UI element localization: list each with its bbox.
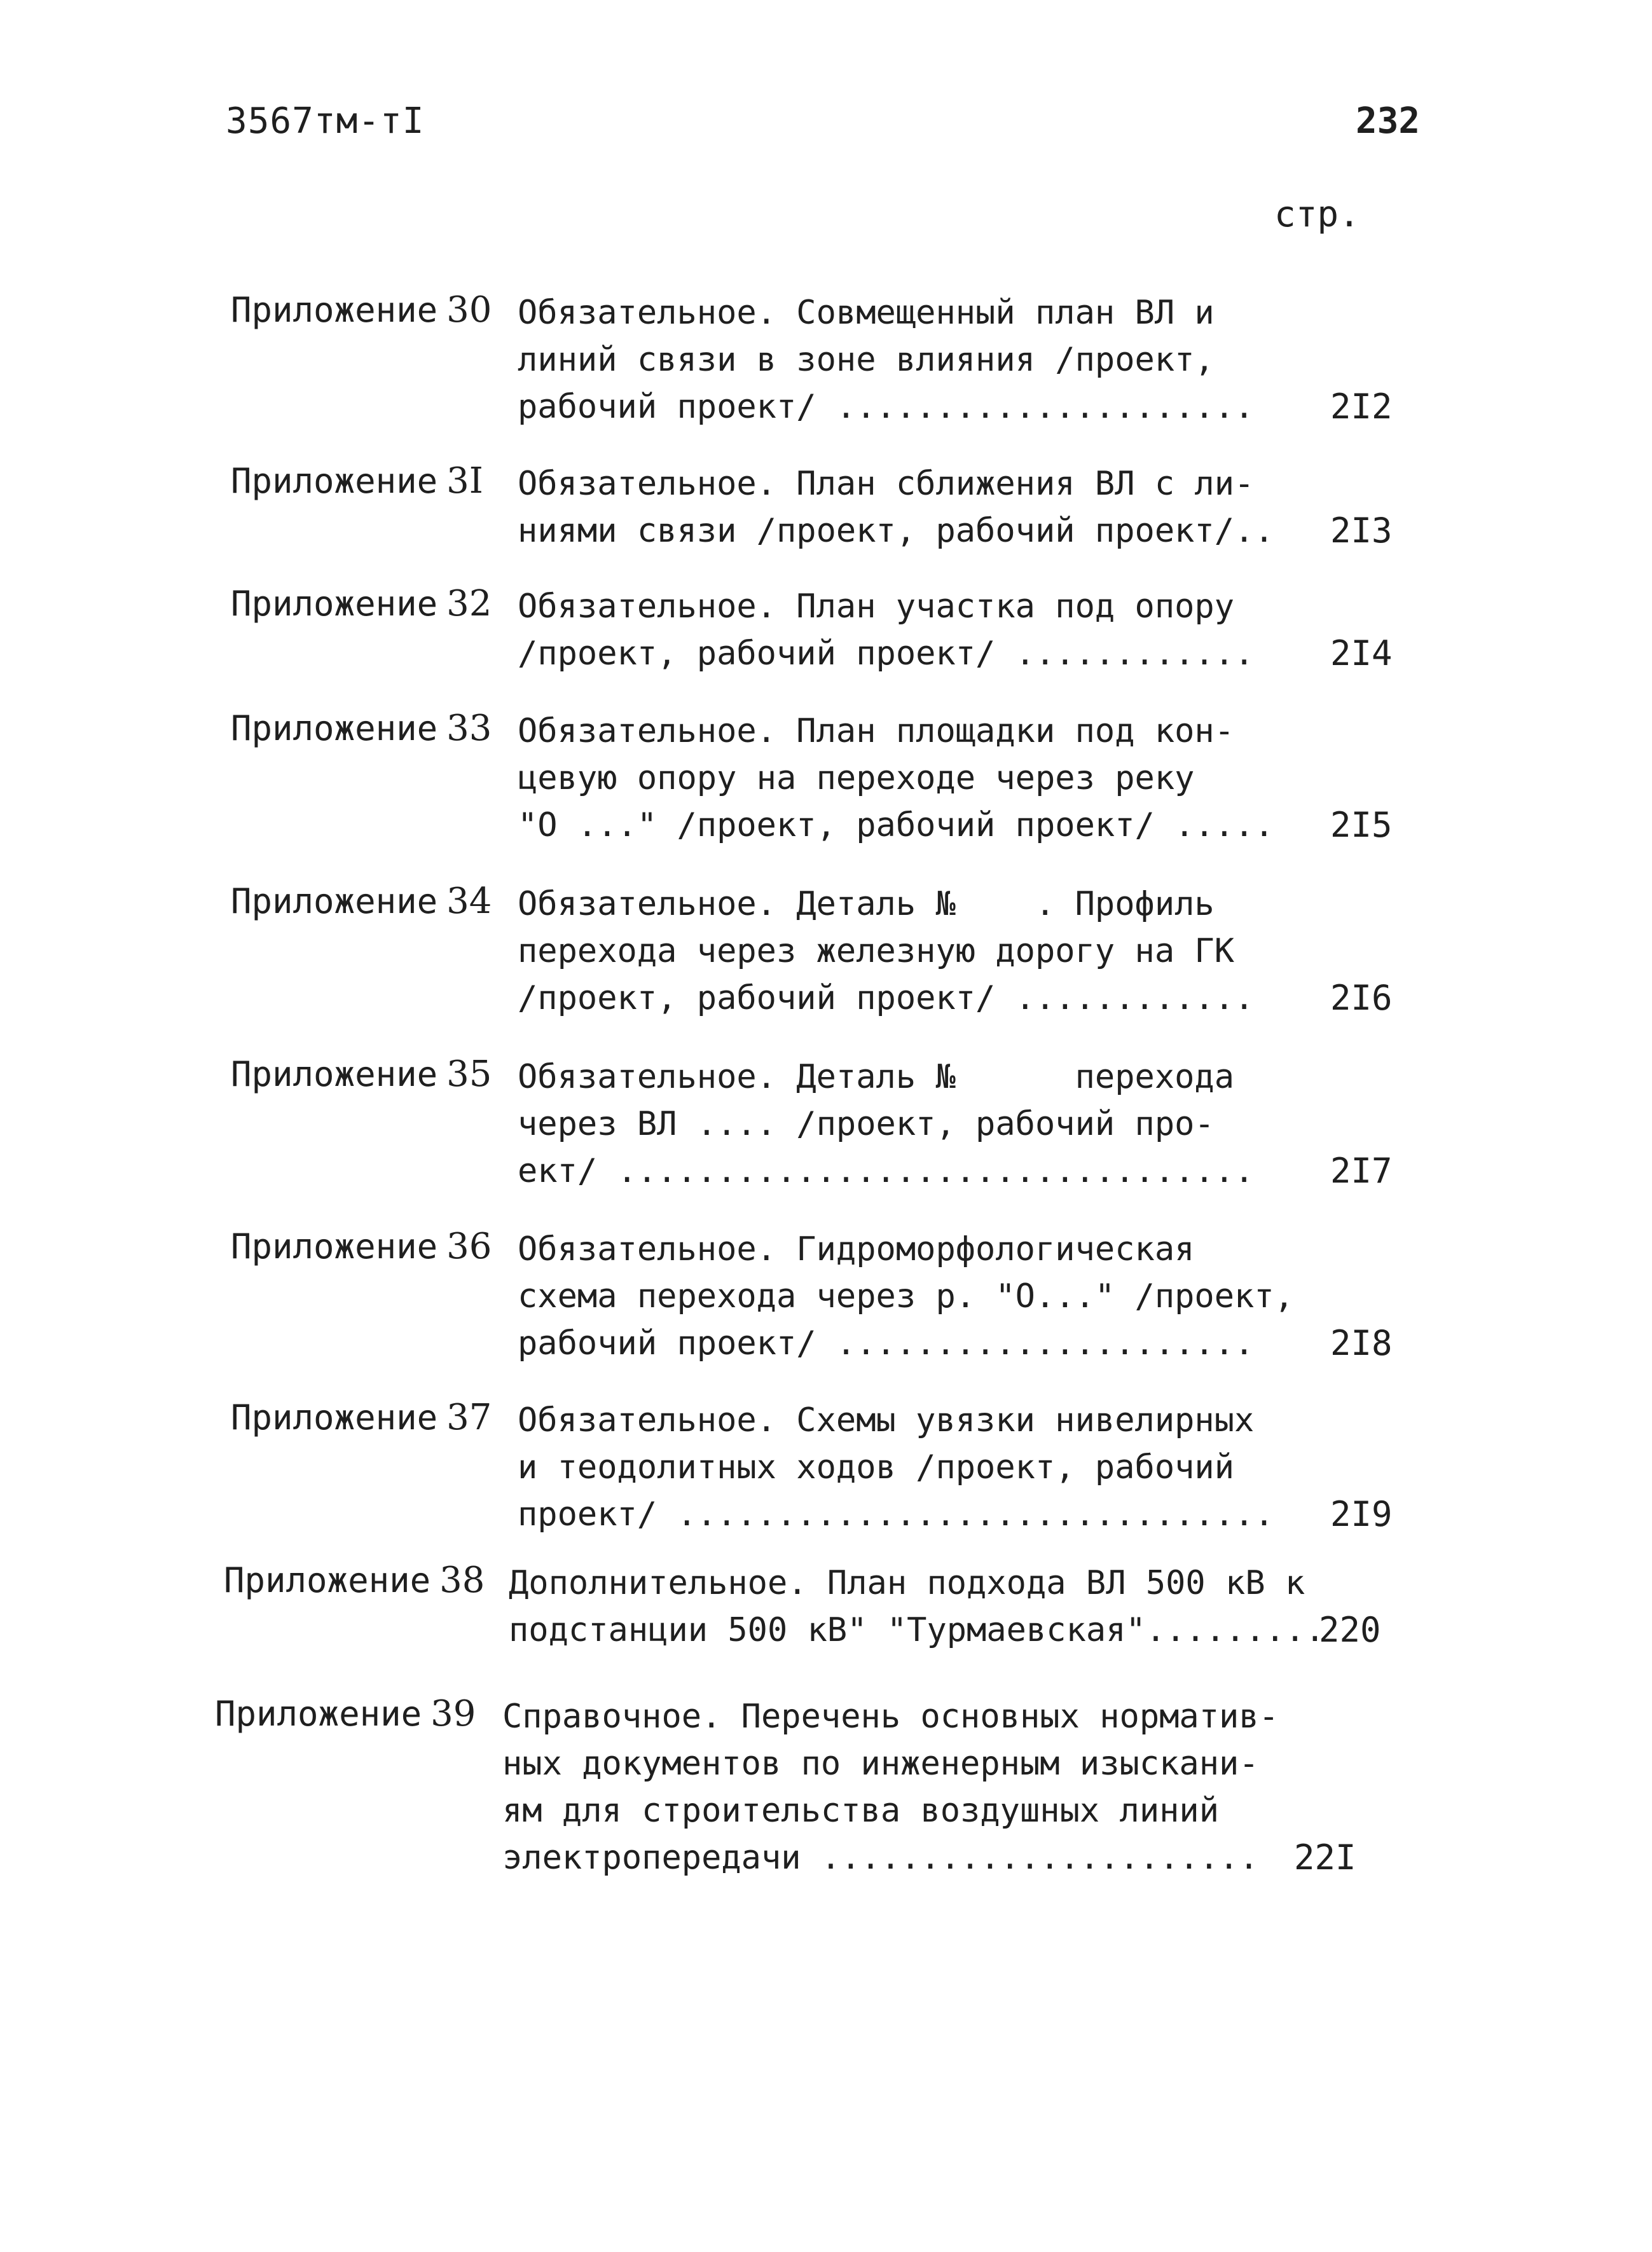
entry-line: ниями связи /проект, рабочий проект/.. <box>518 512 1274 550</box>
entry-line: цевую опору на переходе через реку <box>518 759 1195 797</box>
entry-page-number: 22I <box>1294 1837 1356 1878</box>
entry-description <box>518 1226 1294 1367</box>
entry-line: электропередачи ...................... <box>502 1839 1259 1877</box>
appendix-number: 34 <box>446 881 492 922</box>
entry-description <box>518 583 1255 677</box>
entry-line: рабочий проект/ ..................... <box>518 388 1255 426</box>
appendix-number: 30 <box>446 289 492 331</box>
entry-line: Обязательное. План сближения ВЛ с ли- <box>518 465 1255 503</box>
appendix-number: 32 <box>446 583 492 624</box>
entry-page-number: 2I2 <box>1330 387 1393 427</box>
entry-page-number: 2I9 <box>1330 1494 1393 1534</box>
appendix-label: Приложение <box>215 1694 422 1734</box>
appendix-number: 39 <box>430 1693 476 1734</box>
entry-line: через ВЛ .... /проект, рабочий про- <box>518 1105 1215 1143</box>
entry-page-number: 220 <box>1319 1610 1381 1650</box>
entry-description <box>518 1397 1274 1538</box>
entry-line: "О ..." /проект, рабочий проект/ ..... <box>518 806 1274 844</box>
entry-line: Обязательное. Деталь № . Профиль <box>518 885 1215 923</box>
entry-description <box>509 1560 1325 1654</box>
entry-line: Обязательное. План площадки под кон- <box>518 712 1235 750</box>
entry-line: Обязательное. Совмещенный план ВЛ и <box>518 294 1215 332</box>
entry-line: линий связи в зоне влияния /проект, <box>518 341 1215 379</box>
entry-line: ям для строительства воздушных линий <box>502 1792 1220 1830</box>
entry-line: ект/ ................................ <box>518 1152 1255 1190</box>
entry-line: Обязательное. План участка под опору <box>518 587 1235 626</box>
appendix-number: 35 <box>446 1054 492 1095</box>
entry-line: Дополнительное. План подхода ВЛ 500 кВ к <box>509 1564 1305 1602</box>
appendix-number: 37 <box>446 1397 492 1438</box>
entry-description <box>518 289 1255 430</box>
appendix-label: Приложение <box>231 708 438 748</box>
appendix-label: Приложение <box>231 461 438 501</box>
entry-line: ных документов по инженерным изыскани- <box>502 1745 1259 1783</box>
appendix-number: 3I <box>446 460 483 502</box>
entry-page-number: 2I8 <box>1330 1323 1393 1363</box>
appendix-label: Приложение <box>231 1397 438 1438</box>
entry-page-number: 2I3 <box>1330 511 1393 551</box>
entry-line: перехода через железную дорогу на ГК <box>518 932 1235 970</box>
appendix-label: Приложение <box>231 1226 438 1267</box>
entry-line: Обязательное. Схемы увязки нивелирных <box>518 1401 1255 1439</box>
entry-line: Обязательное. Гидроморфологическая <box>518 1230 1195 1268</box>
appendix-number: 33 <box>446 708 492 749</box>
entry-line: /проект, рабочий проект/ ............ <box>518 635 1255 673</box>
entry-line: Обязательное. Деталь № перехода <box>518 1058 1235 1096</box>
entry-description <box>518 460 1274 554</box>
page-number: 232 <box>1356 100 1421 142</box>
appendix-label: Приложение <box>231 881 438 921</box>
entry-line: Справочное. Перечень основных норматив- <box>502 1698 1279 1736</box>
appendix-number: 36 <box>446 1226 492 1267</box>
entry-description <box>518 881 1255 1022</box>
entry-page-number: 2I7 <box>1330 1151 1393 1191</box>
document-code: 3567тм-тI <box>226 100 425 142</box>
page-column-header: стр. <box>1274 194 1360 235</box>
appendix-number: 38 <box>439 1560 485 1601</box>
entry-line: и теодолитных ходов /проект, рабочий <box>518 1448 1235 1486</box>
entry-description <box>502 1693 1279 1881</box>
appendix-label: Приложение <box>231 584 438 624</box>
entry-page-number: 2I5 <box>1330 805 1393 845</box>
entry-line: схема перехода через р. "О..." /проект, <box>518 1277 1294 1315</box>
entry-description <box>518 708 1274 849</box>
entry-page-number: 2I6 <box>1330 978 1393 1018</box>
entry-line: /проект, рабочий проект/ ............ <box>518 979 1255 1017</box>
entry-page-number: 2I4 <box>1330 633 1393 673</box>
appendix-label: Приложение <box>231 1054 438 1094</box>
entry-line: проект/ .............................. <box>518 1495 1274 1534</box>
entry-description <box>518 1054 1255 1195</box>
appendix-label: Приложение <box>224 1560 431 1600</box>
entry-line: рабочий проект/ ..................... <box>518 1324 1255 1363</box>
entry-line: подстанции 500 кВ" "Турмаевская"......... <box>509 1611 1325 1649</box>
appendix-label: Приложение <box>231 290 438 330</box>
